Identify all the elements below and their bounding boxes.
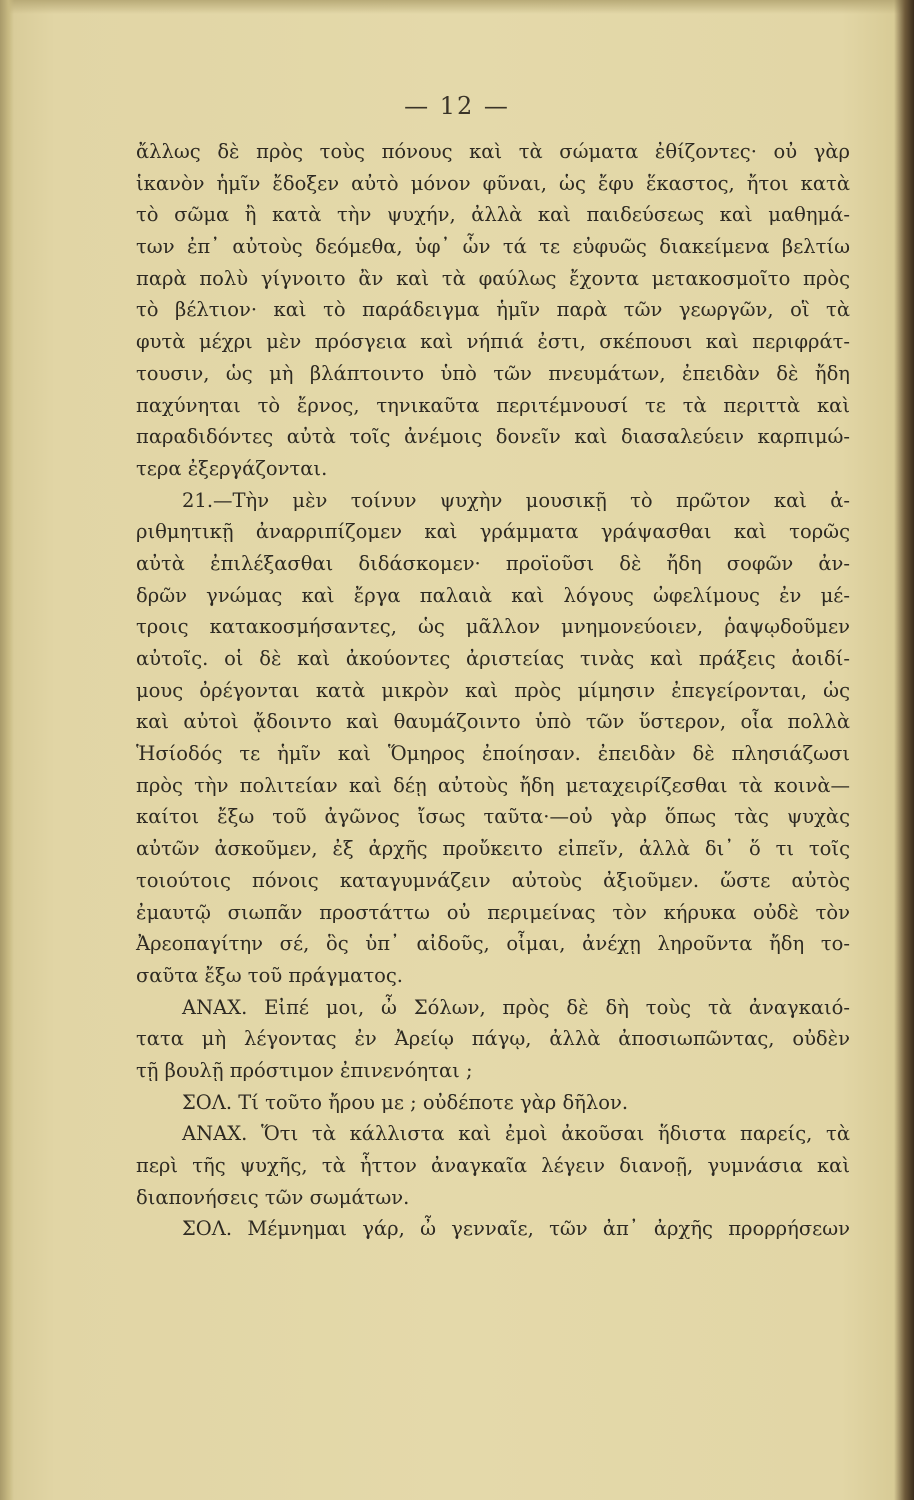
body-text — [136, 136, 850, 1245]
text-line: αὐτοῖς. οἱ δὲ καὶ ἀκούοντες ἀριστείας τινὰς καὶ πράξεις ἀοιδί- — [136, 647, 850, 670]
text-line: τερα ἐξεργάζονται. — [136, 456, 328, 480]
text-line: παχύνηται τὸ ἔρνος, τηνικαῦτα περιτέμνουσί τε τὰ περιττὰ καὶ — [136, 393, 850, 417]
text-line: τὸ σῶμα ἢ κατὰ τὴν ψυχήν, ἀλλὰ καὶ παιδεύσεως καὶ μαθημά- — [136, 203, 850, 227]
text-line: πρὸς τὴν πολιτείαν καὶ δέῃ αὐτοὺς ἤδη μεταχειρίζεσθαι τὰ κοινὰ— — [136, 773, 850, 797]
text-line: μους ὀρέγονται κατὰ μικρὸν καὶ πρὸς μίμησιν ἐπεγείρονται, ὡς — [136, 678, 850, 702]
text-line: παρὰ πολὺ γίγνοιτο ἂν καὶ τὰ φαύλως ἔχοντα μετακοσμοῖτο πρὸς — [136, 266, 850, 290]
page-left-shadow — [0, 0, 14, 1500]
text-line: τατα μὴ λέγοντας ἐν Ἀρείῳ πάγῳ, ἀλλὰ ἀποσιωπῶντας, οὐδὲν — [136, 1027, 850, 1051]
page-top-shadow — [0, 0, 914, 14]
text-line: φυτὰ μέχρι μὲν πρόσγεια καὶ νήπιά ἐστι, σκέπουσι καὶ περιφράτ- — [136, 330, 850, 354]
text-line: ριθμητικῇ ἀναρριπίζομεν καὶ γράμματα γράψασθαι καὶ τορῶς — [136, 520, 850, 544]
text-line: σαῦτα ἔξω τοῦ πράγματος. — [136, 963, 403, 987]
text-line: τροις κατακοσμήσαντες, ὡς μᾶλλον μνημονεύοιεν, ῥαψῳδοῦμεν — [136, 615, 850, 639]
text-line: αὐτὰ ἐπιλέξασθαι διδάσκομεν· προϊοῦσι δὲ ἤδη σοφῶν ἀν- — [136, 551, 850, 575]
dialogue-line-sol: ΣΟΛ. Μέμνημαι γάρ, ὦ γενναῖε, τῶν ἀπ᾽ ἀρχῆς προρρήσεων — [182, 1217, 850, 1241]
text-line: Ἡσίοδός τε ἡμῖν καὶ Ὅμηρος ἐποίησαν. ἐπειδὰν δὲ πλησιάζωσι — [136, 742, 850, 766]
text-line: ἱκανὸν ἡμῖν ἔδοξεν αὐτὸ μόνον φῦναι, ὡς ἔφυ ἕκαστος, ἤτοι κατὰ — [136, 171, 850, 195]
text-line: δρῶν γνώμας καὶ ἔργα παλαιὰ καὶ λόγους ὠφελίμους ἐν μέ- — [136, 583, 850, 607]
book-spine-edge — [894, 0, 914, 1500]
text-line: ἐμαυτῷ σιωπᾶν προστάττω οὐ περιμείνας τὸν κήρυκα οὐδὲ τὸν — [136, 900, 850, 924]
text-line: τουσιν, ὡς μὴ βλάπτοιντο ὑπὸ τῶν πνευμάτων, ἐπειδὰν δὲ ἤδη — [136, 361, 850, 385]
text-line: καίτοι ἔξω τοῦ ἀγῶνος ἴσως ταῦτα·—οὐ γὰρ ὅπως τὰς ψυχὰς — [136, 805, 850, 829]
text-line: περὶ τῆς ψυχῆς, τὰ ἧττον ἀναγκαῖα λέγειν διανοῇ, γυμνάσια καὶ — [136, 1154, 850, 1177]
text-line: των ἐπ᾽ αὐτοὺς δεόμεθα, ὑφ᾽ ὧν τά τε εὐφυῶς διακείμενα βελτίω — [136, 235, 850, 259]
text-line: παραδιδόντες αὐτὰ τοῖς ἀνέμοις δονεῖν καὶ διασαλεύειν καρπιμώ- — [136, 425, 850, 449]
section-heading-line: 21.—Τὴν μὲν τοίνυν ψυχὴν μουσικῇ τὸ πρῶτον καὶ ἀ- — [182, 488, 850, 512]
text-line: διαπονήσεις τῶν σωμάτων. — [136, 1185, 410, 1209]
text-line: αὐτῶν ἀσκοῦμεν, ἐξ ἀρχῆς προὔκειτο εἰπεῖν, ἀλλὰ δι᾽ ὅ τι τοῖς — [136, 837, 850, 861]
page-number: — 12 — — [404, 92, 510, 120]
text-line: καὶ αὐτοὶ ᾄδοιντο καὶ θαυμάζοιντο ὑπὸ τῶν ὕστερον, οἷα πολλὰ — [136, 710, 850, 734]
text-line: ἄλλως δὲ πρὸς τοὺς πόνους καὶ τὰ σώματα ἐθίζοντες· οὐ γὰρ — [136, 140, 850, 163]
dialogue-line-anach: ΑΝΑΧ. Ὅτι τὰ κάλλιστα καὶ ἐμοὶ ἀκοῦσαι ἥδιστα παρείς, τὰ — [182, 1122, 850, 1146]
dialogue-line-anach: ΑΝΑΧ. Εἰπέ μοι, ὦ Σόλων, πρὸς δὲ δὴ τοὺς τὰ ἀναγκαιό- — [182, 995, 850, 1019]
text-line: τοιούτοις πόνοις καταγυμνάζειν αὐτοὺς ἀξιοῦμεν. ὥστε αὐτὸς — [136, 868, 850, 892]
text-line: Ἀρεοπαγίτην σέ, ὃς ὑπ᾽ αἰδοῦς, οἶμαι, ἀνέχῃ ληροῦντα ἤδη το- — [136, 932, 850, 956]
dialogue-line-sol: ΣΟΛ. Τί τοῦτο ἤρου με ; οὐδέποτε γὰρ δῆλον. — [182, 1090, 629, 1114]
text-line: τῇ βουλῇ πρόστιμον ἐπινενόηται ; — [136, 1058, 473, 1082]
text-line: τὸ βέλτιον· καὶ τὸ παράδειγμα ἡμῖν παρὰ τῶν γεωργῶν, οἳ τὰ — [136, 298, 850, 322]
